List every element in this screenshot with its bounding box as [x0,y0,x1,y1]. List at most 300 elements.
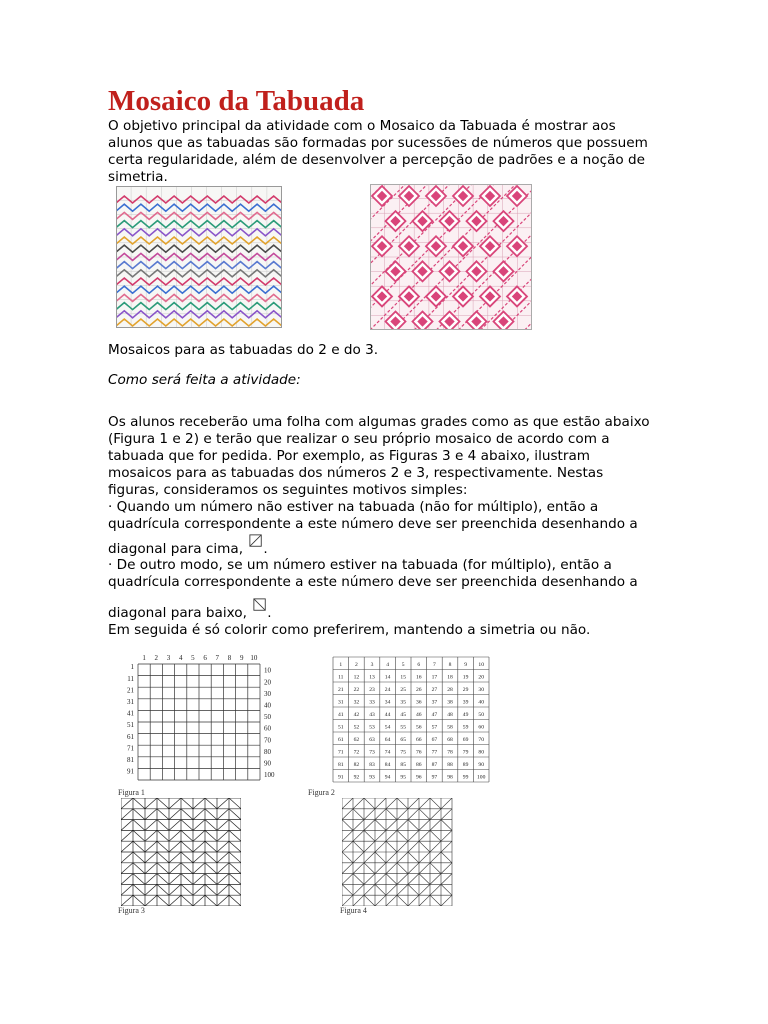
table-cell-number: 31 [338,699,344,706]
body-line: Os alunos receberão uma folha com algumas grades como as que estão abaixo [108,414,650,430]
diagonal-down [157,841,169,852]
row-end-label: 80 [264,747,271,756]
diagonal-down [181,841,193,852]
column-number-label: 2 [154,654,159,662]
diagonal-up [342,863,353,874]
table-cell-number: 97 [431,774,438,781]
diagonal-down [205,798,217,809]
diagonal-down [229,841,241,852]
table-cell-number: 55 [400,724,406,731]
table-cell-number: 74 [384,749,391,756]
diagonal-down [375,852,386,863]
diagonal-up [169,841,181,852]
diagonal-down [353,841,364,852]
diagonal-up [408,874,419,885]
row-end-label: 90 [264,759,271,768]
table-cell-number: 63 [369,736,375,743]
diagonal-up [419,895,430,906]
diagonal-up [386,820,397,831]
diagonal-up [169,863,181,874]
table-cell-number: 62 [353,736,360,743]
body-paragraph-2 [108,557,668,591]
body-line: (Figura 1 e 2) e terão que realizar o seu próprio mosaico de acordo com a [108,431,610,447]
diagonal-up [353,830,364,841]
diagonal-up [375,874,386,885]
table-cell-number: 77 [431,749,438,756]
closing-line: Em seguida é só colorir como preferirem, mantendo a simetria ou não. [108,622,591,638]
diagonal-up [121,830,133,841]
diagonal-down [229,863,241,874]
diagonal-up [419,820,430,831]
diagonal-down [133,798,145,809]
table-cell-number: 25 [400,686,406,693]
table-cell-number: 65 [400,736,406,743]
diagonal-up [342,874,353,885]
diagonal-down [229,830,241,841]
diagonal-down [205,884,217,895]
mosaic-caption: Mosaicos para as tabuadas do 2 e do 3. [108,342,379,358]
diagonal-up [342,895,353,906]
diagonal-up [353,895,364,906]
diagonal-up [145,798,157,809]
diagonal-up [441,863,452,874]
diagonal-down [181,809,193,820]
table-cell-number: 69 [462,736,469,743]
table-cell-number: 7 [433,661,436,668]
section-heading: Como será feita a atividade: [108,372,301,388]
diagonal-up [145,884,157,895]
diagonal-down [364,798,375,809]
diagonal-up [408,798,419,809]
diagonal-down [419,874,430,885]
diagonal-up [145,863,157,874]
diagonal-up-line: diagonal para cima, . [108,540,668,558]
table-cell-number: 21 [338,686,344,693]
column-number-label: 8 [227,654,232,662]
diagonal-up [217,884,229,895]
diagonal-down [133,809,145,820]
diagonal-up-icon [249,534,263,548]
diagonal-up [397,874,408,885]
row-start-label: 31 [127,698,134,707]
table-cell-number: 87 [431,761,438,768]
table-cell-number: 26 [416,686,422,693]
table-cell-number: 8 [448,661,452,668]
row-start-label: 11 [127,674,134,683]
row-start-label: 91 [127,767,134,776]
diagonal-up [375,863,386,874]
diagonal-up [364,874,375,885]
table-cell-number: 30 [478,686,484,693]
body-paragraph [108,414,668,533]
row-start-label: 41 [127,709,134,718]
table-cell-number: 10 [478,661,484,668]
diagonal-down [181,798,193,809]
diagonal-down [181,820,193,831]
table-cell-number: 34 [384,699,391,706]
table-cell-number: 66 [416,736,422,743]
diagonal-down [133,841,145,852]
table-cell-number: 85 [400,761,406,768]
diagonal-up [145,809,157,820]
table-cell-number: 82 [353,761,360,768]
diagonal-up [193,809,205,820]
diagonal-down [353,874,364,885]
body-line: · De outro modo, se um número estiver na tabuada (for múltiplo), então a [108,557,612,573]
diagonal-up [353,863,364,874]
table-cell-number: 11 [338,674,344,681]
diagonal-up [342,830,353,841]
diagonal-up [430,874,441,885]
row-start-label: 21 [127,686,134,695]
diagonal-up [145,820,157,831]
table-cell-number: 60 [478,724,484,731]
table-cell-number: 83 [369,761,375,768]
column-number-label: 4 [178,654,183,662]
diagonal-down [419,809,430,820]
diagonal-up [145,830,157,841]
row-end-label: 50 [264,713,271,722]
intro-line: certa regularidade, além de desenvolver a percepção de padrões e a noção de [108,152,646,168]
column-number-label: 9 [239,654,244,662]
table-cell-number: 68 [447,736,453,743]
table-cell-number: 70 [478,736,484,743]
diagonal-up [121,895,133,906]
diagonal-up [375,809,386,820]
table-cell-number: 19 [462,674,469,681]
diagonal-up [408,863,419,874]
diagonal-up [217,841,229,852]
diagonal-down [430,798,441,809]
diagonal-down [133,874,145,885]
diagonal-up-text: diagonal para cima, [108,541,244,557]
diagonal-up [342,809,353,820]
diagonal-down [364,830,375,841]
table-cell-number: 5 [401,661,405,668]
table-cell-number: 14 [384,674,391,681]
body-line: figuras, consideramos os seguintes motivos simples: [108,482,468,498]
diagonal-up [353,884,364,895]
diagonal-down [229,798,241,809]
row-start-label: 1 [130,663,134,672]
diagonal-up [353,852,364,863]
diagonal-down-text: diagonal para baixo, [108,605,247,621]
diagonal-down [133,820,145,831]
table-cell-number: 48 [447,711,453,718]
diagonal-up [217,830,229,841]
intro-line: simetria. [108,169,168,185]
diagonal-up [121,852,133,863]
diagonal-up [217,809,229,820]
diagonal-up [121,809,133,820]
diagonal-up [419,798,430,809]
table-cell-number: 100 [477,774,486,781]
table-cell-number: 27 [431,686,438,693]
intro-line: O objetivo principal da atividade com o Mosaico da Tabuada é mostrar aos [108,118,616,134]
zigzag-mosaic-image [116,186,282,328]
table-cell-number: 12 [353,674,360,681]
diagonal-down [229,874,241,885]
diagonal-up [193,852,205,863]
diagonal-down [157,895,169,906]
table-cell-number: 35 [400,699,406,706]
column-number-label: 1 [142,654,146,662]
diagonal-up [145,895,157,906]
diagonal-up [364,841,375,852]
diagonal-up [397,884,408,895]
diagonal-down [441,884,452,895]
diagonal-up [217,820,229,831]
table-cell-number: 39 [462,699,469,706]
diagonal-up [430,820,441,831]
diagonal-up [386,895,397,906]
diagonal-down [133,852,145,863]
diagonal-up [430,809,441,820]
diagonal-up [408,895,419,906]
table-cell-number: 17 [431,674,438,681]
diagonal-down [386,841,397,852]
figure-4-caption: Figura 4 [340,906,367,915]
diagonal-up [193,863,205,874]
diagonal-up [441,809,452,820]
table-cell-number: 93 [369,774,375,781]
table-cell-number: 57 [431,724,438,731]
table-cell-number: 73 [369,749,375,756]
table-cell-number: 33 [369,699,375,706]
table-cell-number: 90 [478,761,484,768]
table-cell-number: 4 [386,661,389,668]
diagonal-down [133,895,145,906]
diagonal-down [157,874,169,885]
diagonal-down [229,895,241,906]
row-start-label: 51 [127,721,134,730]
row-start-label: 81 [127,756,134,765]
row-end-label: 60 [264,724,271,733]
diagonal-up [419,884,430,895]
diagonal-up [169,874,181,885]
diagonal-up [193,830,205,841]
diagonal-up [217,798,229,809]
intro-line: alunos que as tabuadas são formadas por sucessões de números que possuem [108,135,648,151]
row-end-label: 20 [264,678,271,687]
table-cell-number: 88 [447,761,453,768]
diagonal-up [342,841,353,852]
diagonal-up [121,874,133,885]
diagonal-up [169,895,181,906]
diagonal-up [375,841,386,852]
table-cell-number: 99 [462,774,469,781]
diagonal-up [364,852,375,863]
diagonal-down [205,863,217,874]
diagonal-down [181,830,193,841]
table-cell-number: 15 [400,674,406,681]
diagonal-down [205,820,217,831]
column-number-label: 6 [203,654,207,662]
figure-3-mosaic [121,798,241,906]
diagonal-down [408,820,419,831]
diagonal-down [441,852,452,863]
table-cell-number: 50 [478,711,484,718]
diagonal-up [441,874,452,885]
diagonal-up [386,863,397,874]
intro-paragraph [108,118,668,186]
diagonal-down [157,830,169,841]
diagonal-down [397,895,408,906]
diagonal-down [375,884,386,895]
diagonal-up [217,895,229,906]
diagonal-up [397,852,408,863]
table-cell-number: 9 [464,661,467,668]
diagonal-down-icon [253,598,267,612]
row-start-label: 71 [127,744,134,753]
diagonal-up [121,841,133,852]
table-cell-number: 40 [478,699,484,706]
figure-2-number-table [332,656,490,784]
diamond-mosaic-image [370,184,532,330]
row-start-label: 61 [127,732,134,741]
diagonal-up [386,798,397,809]
diagonal-down [408,852,419,863]
table-cell-number: 98 [447,774,453,781]
column-number-label: 3 [166,654,171,662]
diagonal-up [121,820,133,831]
table-cell-number: 20 [478,674,484,681]
diagonal-down [364,895,375,906]
table-cell-number: 38 [447,699,453,706]
diagonal-down [397,830,408,841]
diagonal-up [121,884,133,895]
table-cell-number: 53 [369,724,375,731]
diagonal-down [133,830,145,841]
diagonal-down [229,820,241,831]
diagonal-down [342,884,353,895]
diagonal-up [408,841,419,852]
diagonal-down [342,820,353,831]
table-cell-number: 71 [338,749,344,756]
diagonal-up [386,830,397,841]
table-cell-number: 52 [353,724,360,731]
diagonal-up [353,798,364,809]
table-cell-number: 49 [462,711,469,718]
table-cell-number: 3 [370,661,374,668]
table-cell-number: 22 [353,686,360,693]
table-cell-number: 67 [431,736,438,743]
table-cell-number: 76 [416,749,422,756]
figure-3-caption: Figura 3 [118,906,145,915]
diagonal-up [397,841,408,852]
figure-4-mosaic [342,798,454,906]
body-line: tabuada que for pedida. Por exemplo, as Figuras 3 e 4 abaixo, ilustram [108,448,591,464]
diagonal-up [217,852,229,863]
table-cell-number: 78 [447,749,453,756]
table-cell-number: 2 [355,661,358,668]
diagonal-down [181,874,193,885]
diagonal-up [217,863,229,874]
diagonal-up [169,809,181,820]
diagonal-up [375,895,386,906]
table-cell-number: 16 [416,674,422,681]
table-cell-number: 95 [400,774,406,781]
table-cell-number: 58 [447,724,453,731]
diagonal-down [397,863,408,874]
table-cell-number: 41 [338,711,344,718]
diagonal-up [441,798,452,809]
table-cell-number: 75 [400,749,406,756]
diagonal-down [229,852,241,863]
diagonal-down [157,884,169,895]
diagonal-up [145,852,157,863]
diagonal-down [205,895,217,906]
diagonal-down [353,809,364,820]
row-end-label: 40 [264,701,271,710]
table-cell-number: 32 [353,699,360,706]
table-cell-number: 72 [353,749,360,756]
diagonal-down [181,884,193,895]
diagonal-up [169,884,181,895]
body-line: quadrícula correspondente a este número deve ser preenchida desenhando a [108,574,638,590]
diagonal-up [193,884,205,895]
diagonal-up [441,830,452,841]
diagonal-down [229,884,241,895]
diagonal-down [441,820,452,831]
diagonal-up [430,852,441,863]
diagonal-up [193,820,205,831]
table-cell-number: 45 [400,711,406,718]
table-cell-number: 1 [339,661,343,668]
table-cell-number: 86 [416,761,422,768]
table-cell-number: 96 [416,774,422,781]
diagonal-down [133,863,145,874]
table-cell-number: 24 [384,686,391,693]
diagonal-up [364,820,375,831]
diagonal-down [205,841,217,852]
diagonal-up [193,841,205,852]
column-number-label: 7 [215,654,220,662]
diagonal-up [169,852,181,863]
row-end-label: 70 [264,736,271,745]
diagonal-up [408,809,419,820]
figure-1-grid [116,652,280,788]
figure-2-caption: Figura 2 [308,788,335,797]
diagonal-up [441,841,452,852]
table-cell-number: 6 [417,661,421,668]
row-end-label: 100 [264,771,275,780]
table-cell-number: 44 [384,711,391,718]
table-cell-number: 13 [369,674,375,681]
table-cell-number: 89 [462,761,469,768]
diagonal-down [133,884,145,895]
diagonal-up [419,863,430,874]
table-cell-number: 59 [462,724,469,731]
diagonal-down [430,863,441,874]
diagonal-down [386,809,397,820]
diagonal-up [121,863,133,874]
diagonal-up [397,820,408,831]
table-cell-number: 29 [462,686,469,693]
diagonal-up [419,852,430,863]
body-line: mosaicos para as tabuadas dos números 2 e 3, respectivamente. Nestas [108,465,604,481]
diagonal-up [193,895,205,906]
diagonal-up [386,884,397,895]
diagonal-up [419,830,430,841]
diagonal-up [145,841,157,852]
body-line: · Quando um número não estiver na tabuada (não for múltiplo), então a [108,499,599,515]
table-cell-number: 56 [416,724,422,731]
row-end-label: 10 [264,666,271,675]
diagonal-down [157,809,169,820]
row-end-label: 30 [264,689,271,698]
diagonal-down [386,874,397,885]
